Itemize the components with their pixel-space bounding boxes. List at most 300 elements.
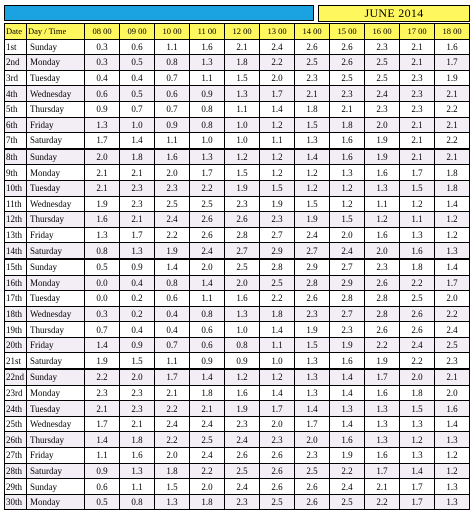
column-header: 17 00 (400, 24, 435, 40)
table-row (5, 337, 470, 353)
value-cell: 1.7 (260, 401, 295, 417)
value-cell: 1.5 (295, 117, 330, 133)
value-cell: 0.8 (190, 101, 225, 117)
value-cell: 2.2 (260, 291, 295, 307)
value-cell: 1.3 (435, 243, 470, 259)
table-row (5, 291, 470, 307)
value-cell: 1.2 (260, 117, 295, 133)
date-cell: 28th (5, 463, 27, 479)
value-cell: 1.8 (120, 149, 155, 165)
value-cell: 1.6 (435, 401, 470, 417)
value-cell: 1.3 (225, 306, 260, 322)
value-cell: 1.5 (225, 70, 260, 86)
value-cell: 1.1 (225, 101, 260, 117)
value-cell: 2.6 (400, 322, 435, 338)
value-cell: 2.4 (190, 243, 225, 259)
value-cell: 1.5 (225, 165, 260, 181)
date-cell: 22nd (5, 369, 27, 385)
value-cell: 1.3 (400, 448, 435, 464)
date-cell: 21st (5, 353, 27, 369)
value-cell: 1.5 (400, 401, 435, 417)
table-row (5, 227, 470, 243)
value-cell: 1.3 (295, 133, 330, 149)
value-cell: 1.4 (120, 133, 155, 149)
value-cell: 1.6 (365, 448, 400, 464)
value-cell: 1.4 (330, 385, 365, 401)
value-cell: 2.1 (435, 149, 470, 165)
value-cell: 2.5 (330, 494, 365, 510)
day-cell: Wednesday (27, 86, 85, 102)
value-cell: 1.5 (330, 212, 365, 228)
value-cell: 1.4 (295, 149, 330, 165)
value-cell: 2.4 (190, 448, 225, 464)
value-cell: 1.3 (365, 401, 400, 417)
value-cell: 1.0 (225, 133, 260, 149)
value-cell: 2.3 (435, 353, 470, 369)
value-cell: 1.3 (365, 180, 400, 196)
value-cell: 2.1 (365, 479, 400, 495)
value-cell: 2.3 (365, 39, 400, 55)
value-cell: 2.5 (155, 196, 190, 212)
value-cell: 2.4 (435, 322, 470, 338)
value-cell: 1.7 (365, 463, 400, 479)
value-cell: 2.0 (435, 385, 470, 401)
value-cell: 2.1 (400, 39, 435, 55)
value-cell: 1.4 (190, 369, 225, 385)
day-cell: Sunday (27, 479, 85, 495)
value-cell: 1.7 (400, 494, 435, 510)
value-cell: 1.4 (330, 369, 365, 385)
value-cell: 1.3 (190, 55, 225, 71)
value-cell: 0.8 (155, 55, 190, 71)
date-cell: 2nd (5, 55, 27, 71)
date-cell: 7th (5, 133, 27, 149)
value-cell: 2.5 (400, 291, 435, 307)
value-cell: 2.1 (85, 165, 120, 181)
value-cell: 2.5 (295, 463, 330, 479)
value-cell: 2.3 (365, 259, 400, 275)
value-cell: 2.3 (260, 432, 295, 448)
value-cell: 1.3 (225, 86, 260, 102)
day-cell: Saturday (27, 353, 85, 369)
value-cell: 1.9 (85, 196, 120, 212)
day-cell: Friday (27, 117, 85, 133)
value-cell: 1.3 (400, 227, 435, 243)
date-cell: 29th (5, 479, 27, 495)
value-cell: 1.2 (435, 227, 470, 243)
value-cell: 1.0 (225, 322, 260, 338)
value-cell: 2.8 (330, 291, 365, 307)
value-cell: 0.9 (120, 337, 155, 353)
value-cell: 0.6 (190, 337, 225, 353)
day-cell: Thursday (27, 101, 85, 117)
value-cell: 2.3 (225, 416, 260, 432)
value-cell: 1.7 (400, 165, 435, 181)
value-cell: 2.3 (400, 101, 435, 117)
value-cell: 2.4 (330, 243, 365, 259)
value-cell: 1.7 (365, 369, 400, 385)
value-cell: 2.0 (225, 275, 260, 291)
value-cell: 2.1 (120, 165, 155, 181)
value-cell: 0.3 (85, 306, 120, 322)
table-row (5, 353, 470, 369)
value-cell: 2.2 (155, 432, 190, 448)
value-cell: 2.3 (365, 101, 400, 117)
value-cell: 0.5 (85, 259, 120, 275)
value-cell: 0.8 (190, 306, 225, 322)
value-cell: 1.1 (190, 291, 225, 307)
value-cell: 2.3 (120, 180, 155, 196)
value-cell: 1.6 (120, 448, 155, 464)
value-cell: 1.2 (295, 165, 330, 181)
value-cell: 2.8 (260, 259, 295, 275)
value-cell: 2.3 (295, 70, 330, 86)
value-cell: 0.6 (155, 291, 190, 307)
value-cell: 1.2 (435, 212, 470, 228)
column-header: Date (5, 24, 27, 40)
column-header: Day / Time (27, 24, 85, 40)
date-cell: 14th (5, 243, 27, 259)
value-cell: 0.0 (85, 275, 120, 291)
value-cell: 1.4 (295, 401, 330, 417)
value-cell: 1.3 (400, 416, 435, 432)
value-cell: 1.4 (190, 275, 225, 291)
value-cell: 2.6 (225, 448, 260, 464)
value-cell: 2.0 (155, 165, 190, 181)
value-cell: 0.4 (85, 70, 120, 86)
value-cell: 0.3 (85, 39, 120, 55)
value-cell: 2.3 (120, 385, 155, 401)
value-cell: 2.3 (225, 494, 260, 510)
day-cell: Sunday (27, 369, 85, 385)
page-title: JUNE 2014 (318, 5, 470, 22)
value-cell: 0.7 (155, 337, 190, 353)
value-cell: 2.1 (435, 86, 470, 102)
value-cell: 1.6 (365, 227, 400, 243)
value-cell: 1.7 (85, 133, 120, 149)
header-row (5, 24, 470, 40)
table-row (5, 306, 470, 322)
day-cell: Monday (27, 494, 85, 510)
value-cell: 2.6 (400, 306, 435, 322)
value-cell: 1.6 (400, 243, 435, 259)
value-cell: 2.5 (190, 432, 225, 448)
value-cell: 1.4 (435, 416, 470, 432)
value-cell: 1.8 (225, 55, 260, 71)
value-cell: 1.1 (190, 70, 225, 86)
value-cell: 1.1 (120, 479, 155, 495)
value-cell: 1.3 (435, 479, 470, 495)
date-cell: 24th (5, 401, 27, 417)
value-cell: 1.0 (260, 353, 295, 369)
value-cell: 2.0 (435, 291, 470, 307)
date-cell: 5th (5, 101, 27, 117)
value-cell: 2.2 (155, 227, 190, 243)
value-cell: 2.1 (190, 401, 225, 417)
value-cell: 2.1 (225, 39, 260, 55)
table-row (5, 322, 470, 338)
value-cell: 2.2 (365, 494, 400, 510)
table-row (5, 196, 470, 212)
value-cell: 1.6 (330, 353, 365, 369)
value-cell: 2.4 (155, 212, 190, 228)
value-cell: 1.4 (435, 196, 470, 212)
value-cell: 0.0 (85, 291, 120, 307)
value-cell: 1.9 (225, 180, 260, 196)
value-cell: 1.7 (435, 55, 470, 71)
value-cell: 2.7 (330, 306, 365, 322)
column-header: 16 00 (365, 24, 400, 40)
value-cell: 1.7 (85, 416, 120, 432)
value-cell: 2.1 (400, 133, 435, 149)
value-cell: 1.3 (295, 385, 330, 401)
date-cell: 11th (5, 196, 27, 212)
day-cell: Tuesday (27, 291, 85, 307)
date-cell: 13th (5, 227, 27, 243)
value-cell: 0.8 (85, 243, 120, 259)
value-cell: 2.4 (330, 479, 365, 495)
value-cell: 2.0 (155, 448, 190, 464)
value-cell: 2.5 (435, 337, 470, 353)
day-cell: Friday (27, 448, 85, 464)
column-header: 11 00 (190, 24, 225, 40)
value-cell: 2.5 (260, 275, 295, 291)
column-header: 13 00 (260, 24, 295, 40)
value-cell: 2.6 (365, 275, 400, 291)
value-cell: 2.2 (365, 337, 400, 353)
value-cell: 2.3 (400, 70, 435, 86)
day-cell: Wednesday (27, 306, 85, 322)
value-cell: 1.2 (365, 212, 400, 228)
table-row (5, 86, 470, 102)
value-cell: 0.8 (190, 117, 225, 133)
value-cell: 2.4 (260, 39, 295, 55)
value-cell: 0.9 (190, 86, 225, 102)
value-cell: 0.9 (225, 353, 260, 369)
value-cell: 1.1 (365, 196, 400, 212)
value-cell: 2.5 (330, 70, 365, 86)
value-cell: 2.3 (330, 322, 365, 338)
value-cell: 1.9 (295, 212, 330, 228)
value-cell: 2.1 (330, 101, 365, 117)
date-cell: 8th (5, 149, 27, 165)
value-cell: 1.9 (330, 337, 365, 353)
value-cell: 2.2 (190, 180, 225, 196)
value-cell: 2.8 (365, 306, 400, 322)
value-cell: 2.1 (295, 86, 330, 102)
value-cell: 1.9 (155, 243, 190, 259)
date-cell: 1st (5, 39, 27, 55)
value-cell: 2.1 (85, 180, 120, 196)
value-cell: 1.1 (85, 448, 120, 464)
day-cell: Monday (27, 385, 85, 401)
value-cell: 0.8 (225, 337, 260, 353)
column-header: 09 00 (120, 24, 155, 40)
value-cell: 2.4 (155, 416, 190, 432)
value-cell: 2.8 (225, 227, 260, 243)
value-cell: 1.7 (435, 275, 470, 291)
value-cell: 2.2 (260, 55, 295, 71)
value-cell: 2.9 (260, 243, 295, 259)
value-cell: 0.6 (155, 86, 190, 102)
value-cell: 1.7 (295, 416, 330, 432)
value-cell: 1.3 (120, 243, 155, 259)
date-cell: 26th (5, 432, 27, 448)
value-cell: 2.3 (85, 385, 120, 401)
value-cell: 2.6 (295, 39, 330, 55)
value-cell: 2.3 (260, 212, 295, 228)
value-cell: 2.3 (225, 196, 260, 212)
value-cell: 1.8 (435, 180, 470, 196)
day-cell: Thursday (27, 212, 85, 228)
value-cell: 2.2 (155, 401, 190, 417)
value-cell: 2.1 (400, 117, 435, 133)
value-cell: 1.2 (435, 448, 470, 464)
date-cell: 16th (5, 275, 27, 291)
value-cell: 1.4 (260, 385, 295, 401)
value-cell: 1.3 (365, 416, 400, 432)
value-cell: 1.5 (120, 353, 155, 369)
value-cell: 0.9 (190, 353, 225, 369)
table-row (5, 165, 470, 181)
value-cell: 0.9 (120, 259, 155, 275)
day-cell: Wednesday (27, 416, 85, 432)
value-cell: 0.4 (120, 70, 155, 86)
value-cell: 1.6 (435, 39, 470, 55)
value-cell: 2.6 (190, 227, 225, 243)
value-cell: 0.7 (155, 101, 190, 117)
value-cell: 1.9 (330, 448, 365, 464)
value-cell: 1.6 (330, 133, 365, 149)
value-cell: 1.8 (120, 432, 155, 448)
value-cell: 1.4 (435, 259, 470, 275)
table-row (5, 133, 470, 149)
value-cell: 2.4 (190, 416, 225, 432)
value-cell: 1.1 (155, 133, 190, 149)
value-cell: 2.0 (330, 227, 365, 243)
date-cell: 9th (5, 165, 27, 181)
value-cell: 2.6 (295, 479, 330, 495)
value-cell: 2.5 (190, 196, 225, 212)
value-cell: 1.8 (295, 101, 330, 117)
value-cell: 2.0 (85, 149, 120, 165)
day-cell: Friday (27, 227, 85, 243)
day-cell: Friday (27, 337, 85, 353)
value-cell: 2.6 (330, 55, 365, 71)
value-cell: 2.2 (400, 275, 435, 291)
value-cell: 1.8 (190, 385, 225, 401)
value-cell: 2.2 (330, 463, 365, 479)
date-cell: 19th (5, 322, 27, 338)
table-row (5, 180, 470, 196)
table-row (5, 385, 470, 401)
day-cell: Thursday (27, 322, 85, 338)
date-cell: 27th (5, 448, 27, 464)
value-cell: 2.6 (260, 448, 295, 464)
table-row (5, 212, 470, 228)
value-cell: 1.0 (120, 117, 155, 133)
value-cell: 0.2 (120, 306, 155, 322)
value-cell: 1.1 (260, 133, 295, 149)
column-header: 15 00 (330, 24, 365, 40)
date-cell: 6th (5, 117, 27, 133)
value-cell: 0.2 (120, 291, 155, 307)
table-row (5, 101, 470, 117)
value-cell: 0.4 (120, 275, 155, 291)
value-cell: 1.9 (365, 149, 400, 165)
value-cell: 2.4 (295, 227, 330, 243)
value-cell: 2.2 (400, 353, 435, 369)
value-cell: 1.5 (295, 337, 330, 353)
value-cell: 1.2 (295, 180, 330, 196)
value-cell: 0.6 (120, 39, 155, 55)
value-cell: 1.7 (260, 86, 295, 102)
value-cell: 1.2 (400, 196, 435, 212)
value-cell: 2.6 (330, 39, 365, 55)
value-cell: 1.3 (435, 494, 470, 510)
column-header: 10 00 (155, 24, 190, 40)
value-cell: 2.9 (295, 259, 330, 275)
value-cell: 0.5 (120, 55, 155, 71)
value-cell: 0.6 (85, 86, 120, 102)
value-cell: 2.6 (260, 479, 295, 495)
column-header: 12 00 (225, 24, 260, 40)
day-cell: Monday (27, 55, 85, 71)
value-cell: 1.3 (85, 227, 120, 243)
value-cell: 2.0 (190, 259, 225, 275)
value-cell: 2.2 (85, 369, 120, 385)
value-cell: 2.6 (295, 291, 330, 307)
value-cell: 1.4 (260, 101, 295, 117)
value-cell: 0.9 (85, 463, 120, 479)
title-bar (0, 0, 474, 24)
value-cell: 1.2 (435, 463, 470, 479)
day-cell: Tuesday (27, 401, 85, 417)
value-cell: 0.4 (120, 322, 155, 338)
day-cell: Tuesday (27, 70, 85, 86)
table-row (5, 369, 470, 385)
table-row (5, 416, 470, 432)
value-cell: 2.2 (190, 463, 225, 479)
day-cell: Sunday (27, 149, 85, 165)
column-header: 14 00 (295, 24, 330, 40)
date-cell: 30th (5, 494, 27, 510)
value-cell: 0.6 (85, 479, 120, 495)
date-cell: 4th (5, 86, 27, 102)
value-cell: 0.4 (155, 306, 190, 322)
value-cell: 1.3 (295, 353, 330, 369)
value-cell: 2.1 (400, 55, 435, 71)
value-cell: 2.3 (120, 196, 155, 212)
value-cell: 1.9 (295, 322, 330, 338)
value-cell: 2.2 (435, 133, 470, 149)
value-cell: 0.6 (190, 322, 225, 338)
value-cell: 1.5 (260, 180, 295, 196)
value-cell: 1.2 (260, 149, 295, 165)
table-row (5, 479, 470, 495)
value-cell: 1.6 (365, 165, 400, 181)
day-cell: Saturday (27, 133, 85, 149)
value-cell: 0.5 (120, 86, 155, 102)
value-cell: 1.6 (330, 432, 365, 448)
value-cell: 2.6 (190, 212, 225, 228)
date-cell: 15th (5, 259, 27, 275)
value-cell: 1.7 (155, 369, 190, 385)
value-cell: 2.5 (225, 463, 260, 479)
value-cell: 1.0 (225, 117, 260, 133)
date-cell: 23rd (5, 385, 27, 401)
value-cell: 2.0 (260, 416, 295, 432)
